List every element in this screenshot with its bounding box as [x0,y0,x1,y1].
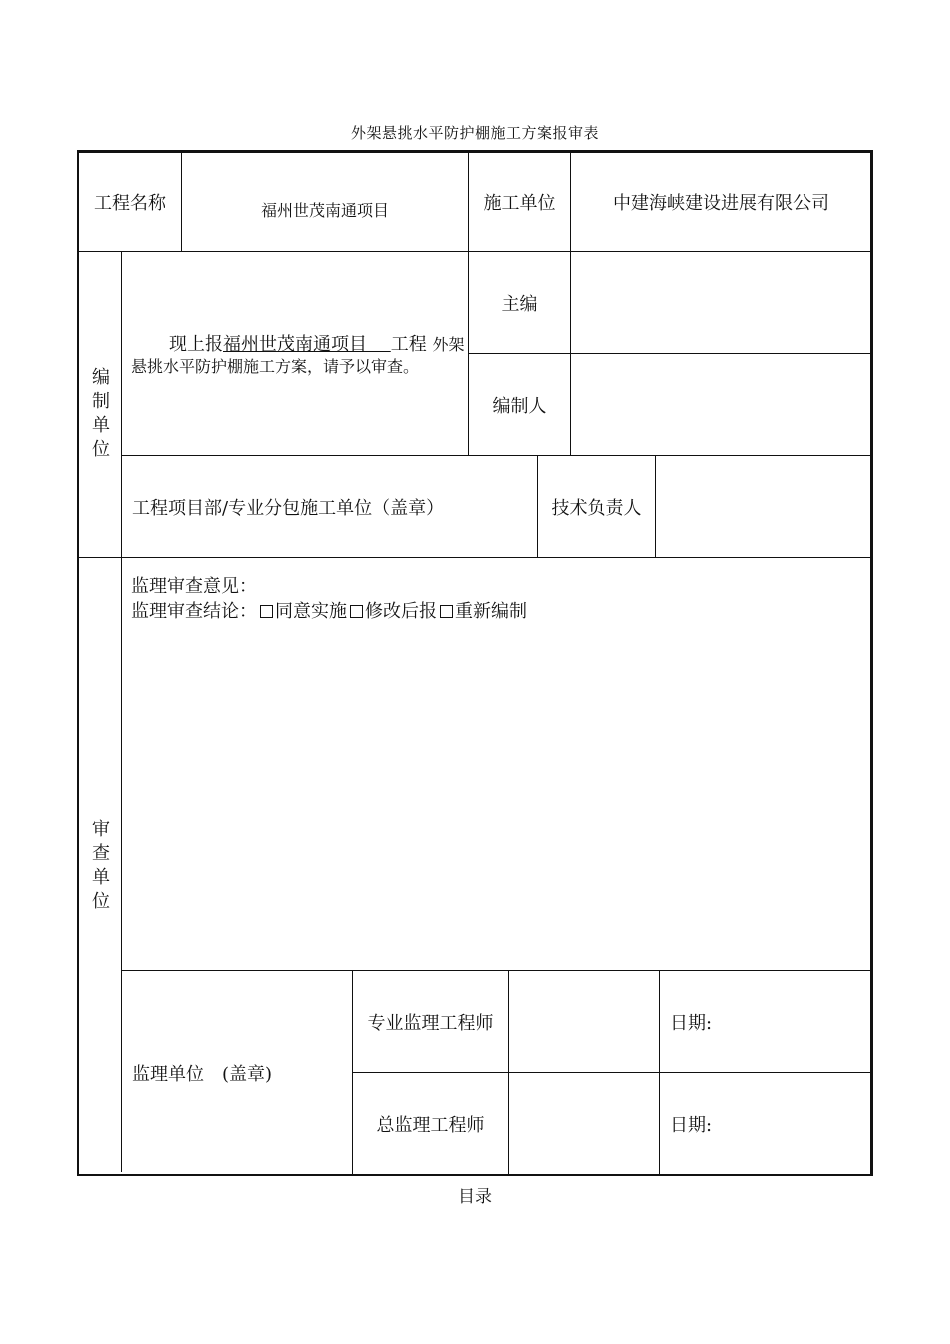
footer-toc: 目录 [458,1187,492,1207]
document-title: 外架悬挑水平防护棚施工方案报审表 [350,124,599,142]
bottom-border [77,1174,873,1176]
tech-lead-label: 技术负责人 [551,498,642,519]
contractor-label: 施工单位 [483,192,556,214]
date-label-1: 日期: [670,1012,713,1034]
checkbox-recompile[interactable] [440,605,453,618]
project-name-value: 福州世茂南通项目 [260,201,389,220]
supervision-unit-label: 监理单位 (盖章) [132,1063,273,1085]
specialist-engineer-label: 专业监理工程师 [367,1012,494,1034]
dept-label: 工程项目部/专业分包施工单位（盖章） [132,498,445,519]
chief-engineer-label: 总监理工程师 [376,1114,485,1136]
review-opinion [131,574,851,624]
conclusion-line: 监理审查结论： 同意实施 修改后报 重新编制 [131,601,527,622]
compile-side-label: 编 制 单 位 [92,367,110,460]
checkbox-revise[interactable] [350,605,363,618]
dept-divider-2 [655,455,656,558]
review-top-line [78,557,871,558]
compiler-label: 编制人 [492,395,547,417]
project-name-label: 工程名称 [94,192,166,214]
review-side-label: 审 查 单 位 [92,819,110,912]
compile-statement: 现上报福州世茂南通项目 工程 外架 悬挑水平防护棚施工方案，请予以审查。 [131,334,465,376]
contractor-value: 中建海峡建设进展有限公司 [613,192,829,214]
opinion-label: 监理审查意见： [131,576,257,597]
left-border [77,150,79,1176]
signature-divider-2 [508,970,509,1176]
date-label-2: 日期: [670,1114,713,1136]
chief-editor-label: 主编 [501,293,538,315]
checkbox-approve[interactable] [260,605,273,618]
